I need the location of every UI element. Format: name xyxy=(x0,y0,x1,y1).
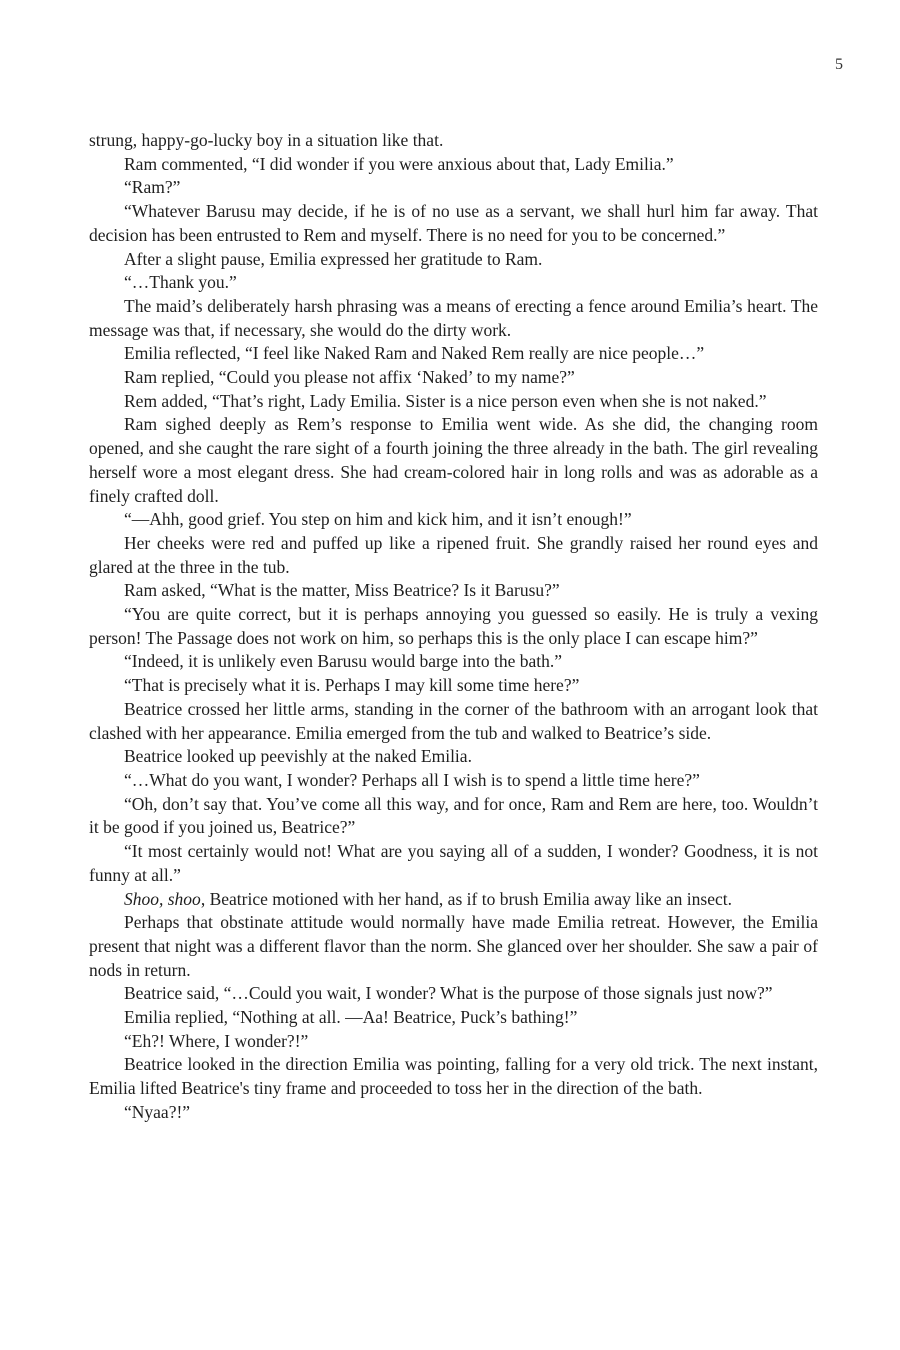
paragraph: “It most certainly would not! What are you saying all of a sudden, I wonder? Goodness, it is not funny at all.” xyxy=(89,841,818,885)
paragraph: Emilia replied, “Nothing at all. —Aa! Beatrice, Puck’s bathing!” xyxy=(124,1007,578,1028)
paragraph: Ram replied, “Could you please not affix ‘Naked’ to my name?” xyxy=(124,367,575,388)
paragraph: “Indeed, it is unlikely even Barusu would barge into the bath.” xyxy=(124,651,563,672)
body-text xyxy=(89,129,818,1125)
paragraph: “Whatever Barusu may decide, if he is of no use as a servant, we shall hurl him far away. That decision has been entrusted to Rem and myself. There is no need for you to be concerned.” xyxy=(89,201,818,245)
paragraph: “—Ahh, good grief. You step on him and kick him, and it isn’t enough!” xyxy=(124,509,632,530)
paragraph: The maid’s deliberately harsh phrasing was a means of erecting a fence around Emilia’s heart. The message was that, if necessary, she would do the dirty work. xyxy=(89,295,818,340)
paragraph: Beatrice looked up peevishly at the naked Emilia. xyxy=(124,746,472,767)
paragraph: Her cheeks were red and puffed up like a ripened fruit. She grandly raised her round eyes and glared at the three in the tub. xyxy=(89,532,818,577)
paragraph: Rem added, “That’s right, Lady Emilia. Sister is a nice person even when she is not naked.” xyxy=(124,390,767,411)
paragraph: Beatrice said, “…Could you wait, I wonder? What is the purpose of those signals just now?” xyxy=(124,983,773,1004)
paragraph: Emilia reflected, “I feel like Naked Ram and Naked Rem really are nice people…” xyxy=(124,343,705,364)
paragraph: “That is precisely what it is. Perhaps I may kill some time here?” xyxy=(124,675,580,696)
paragraph: Beatrice crossed her little arms, standing in the corner of the bathroom with an arrogant look that clashed with her appearance. Emilia emerged from the tub and walked to Beatrice’s side. xyxy=(89,698,818,743)
paragraph: Shoo, shoo, Beatrice motioned with her hand, as if to brush Emilia away like an insect. xyxy=(124,888,732,909)
paragraph: strung, happy-go-lucky boy in a situation like that. xyxy=(89,130,444,150)
paragraph: Beatrice looked in the direction Emilia was pointing, falling for a very old trick. The next instant, Emilia lifted Beatrice's tiny frame and proceeded to toss her in the direction of the bath. xyxy=(89,1054,818,1099)
paragraph: “…What do you want, I wonder? Perhaps all I wish is to spend a little time here?” xyxy=(124,769,700,790)
paragraph: “Eh?! Where, I wonder?!” xyxy=(124,1030,309,1051)
paragraph: “Ram?” xyxy=(124,177,181,198)
paragraph: “You are quite correct, but it is perhaps annoying you guessed so easily. He is truly a vexing person! The Passage does not work on him, so perhaps this is the only place I can escape him?” xyxy=(89,604,818,648)
page-number: 5 xyxy=(835,56,843,73)
paragraph: Ram commented, “I did wonder if you were anxious about that, Lady Emilia.” xyxy=(124,153,674,174)
italic-lead: Shoo, shoo xyxy=(124,888,201,909)
paragraph: Ram asked, “What is the matter, Miss Beatrice? Is it Barusu?” xyxy=(124,580,560,601)
paragraph: “…Thank you.” xyxy=(124,272,237,293)
paragraph: “Nyaa?!” xyxy=(124,1101,191,1122)
paragraph: Ram sighed deeply as Rem’s response to Emilia went wide. As she did, the changing room opened, and she caught the rare sight of a fourth joining the three already in the bath. The girl revealing herself wore a most elegant dress. She had cream-colored hair in long rolls and was as adorable as a finely crafted doll. xyxy=(89,414,818,506)
paragraph: After a slight pause, Emilia expressed her gratitude to Ram. xyxy=(124,248,543,269)
paragraph: “Oh, don’t say that. You’ve come all this way, and for once, Ram and Rem are here, too. Wouldn’t it be good if you joined us, Beatrice?” xyxy=(89,793,818,838)
paragraph: Perhaps that obstinate attitude would normally have made Emilia retreat. However, the Emilia present that night was a different flavor than the norm. She glanced over her shoulder. She saw a pair of nods in return. xyxy=(89,912,818,980)
